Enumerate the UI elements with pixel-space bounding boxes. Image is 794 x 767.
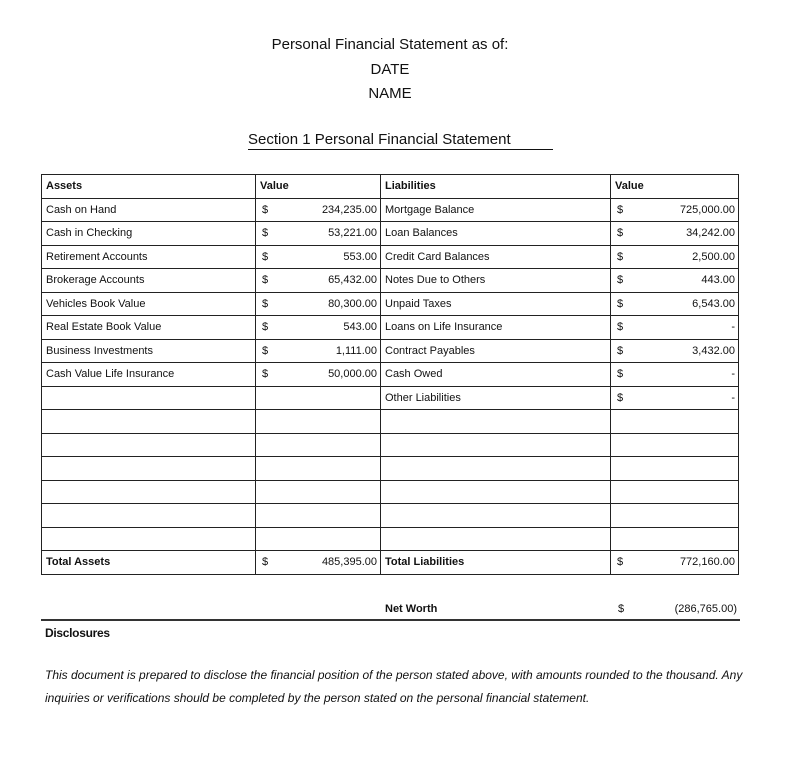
table-row bbox=[42, 433, 739, 457]
statement-title: Personal Financial Statement as of: bbox=[271, 36, 509, 53]
amount: 553.00 bbox=[343, 250, 377, 263]
table-row bbox=[42, 363, 739, 387]
asset-value bbox=[256, 198, 381, 222]
totals-row bbox=[42, 551, 739, 575]
asset-name bbox=[42, 410, 256, 434]
asset-value bbox=[256, 480, 381, 504]
table-row bbox=[42, 527, 739, 551]
currency-symbol: $ bbox=[262, 203, 269, 216]
currency-symbol: $ bbox=[617, 368, 624, 381]
asset-value bbox=[256, 457, 381, 481]
amount: 65,432.00 bbox=[328, 274, 377, 287]
statement-name: NAME bbox=[368, 85, 412, 102]
liability-name bbox=[381, 480, 611, 504]
liability-value bbox=[611, 222, 739, 246]
financial-table bbox=[41, 174, 739, 575]
asset-name bbox=[42, 457, 256, 481]
amount: - bbox=[731, 368, 735, 381]
table-row bbox=[42, 339, 739, 363]
liability-name: Contract Payables bbox=[381, 339, 611, 363]
asset-name: Real Estate Book Value bbox=[42, 316, 256, 340]
liability-value bbox=[611, 410, 739, 434]
column-header-liabilities: Liabilities bbox=[381, 175, 611, 199]
liability-value bbox=[611, 457, 739, 481]
asset-value bbox=[256, 269, 381, 293]
currency-symbol: $ bbox=[617, 274, 624, 287]
asset-name: Brokerage Accounts bbox=[42, 269, 256, 293]
asset-name bbox=[42, 480, 256, 504]
amount: 443.00 bbox=[701, 274, 735, 287]
amount: 50,000.00 bbox=[328, 368, 377, 381]
table-row bbox=[42, 480, 739, 504]
table-row bbox=[42, 457, 739, 481]
liability-name: Notes Due to Others bbox=[381, 269, 611, 293]
asset-name: Cash on Hand bbox=[42, 198, 256, 222]
table-row bbox=[42, 245, 739, 269]
liability-name: Mortgage Balance bbox=[381, 198, 611, 222]
amount: 6,543.00 bbox=[692, 297, 735, 310]
asset-value bbox=[256, 504, 381, 528]
asset-name bbox=[42, 386, 256, 410]
liability-value bbox=[611, 386, 739, 410]
asset-value bbox=[256, 316, 381, 340]
currency-symbol: $ bbox=[617, 344, 624, 357]
disclosures-heading: Disclosures bbox=[45, 626, 110, 640]
currency-symbol: $ bbox=[262, 274, 269, 287]
liability-value bbox=[611, 292, 739, 316]
liability-value bbox=[611, 480, 739, 504]
liability-name: Cash Owed bbox=[381, 363, 611, 387]
total-liabilities-label: Total Liabilities bbox=[381, 551, 611, 575]
currency-symbol: $ bbox=[617, 250, 624, 263]
currency-symbol: $ bbox=[617, 321, 624, 334]
liability-value bbox=[611, 433, 739, 457]
table-row bbox=[42, 198, 739, 222]
table-row bbox=[42, 292, 739, 316]
amount: 2,500.00 bbox=[692, 250, 735, 263]
asset-value bbox=[256, 245, 381, 269]
liability-value bbox=[611, 504, 739, 528]
amount: 772,160.00 bbox=[679, 556, 735, 569]
currency-symbol: $ bbox=[617, 391, 624, 404]
currency-symbol: $ bbox=[262, 368, 269, 381]
currency-symbol: $ bbox=[262, 250, 269, 263]
liability-name bbox=[381, 433, 611, 457]
table-row bbox=[42, 222, 739, 246]
asset-value bbox=[256, 410, 381, 434]
table-row bbox=[42, 504, 739, 528]
table-row bbox=[42, 269, 739, 293]
liability-value bbox=[611, 269, 739, 293]
liability-name: Other Liabilities bbox=[381, 386, 611, 410]
liability-name bbox=[381, 527, 611, 551]
net-worth-row bbox=[41, 603, 740, 621]
table-header-row bbox=[42, 175, 739, 199]
liability-name bbox=[381, 504, 611, 528]
currency-symbol: $ bbox=[617, 297, 624, 310]
asset-name bbox=[42, 504, 256, 528]
liability-value bbox=[611, 339, 739, 363]
disclosures-text: This document is prepared to disclose the financial position of the person stated above, with amounts rounded to the thousand. Any inquiries or verifications should be completed by the person stated on the personal financial statement. bbox=[45, 668, 743, 705]
currency-symbol: $ bbox=[617, 556, 624, 569]
statement-date: DATE bbox=[370, 61, 410, 78]
amount: - bbox=[731, 321, 735, 334]
asset-value bbox=[256, 386, 381, 410]
currency-symbol: $ bbox=[262, 297, 269, 310]
currency-symbol: $ bbox=[617, 203, 624, 216]
liability-name bbox=[381, 457, 611, 481]
column-header-liability-value: Value bbox=[611, 175, 739, 199]
column-header-assets: Assets bbox=[42, 175, 256, 199]
asset-name: Cash Value Life Insurance bbox=[42, 363, 256, 387]
liability-name: Unpaid Taxes bbox=[381, 292, 611, 316]
total-liabilities-value bbox=[611, 551, 739, 575]
amount: 485,395.00 bbox=[321, 556, 377, 569]
amount: 1,111.00 bbox=[335, 344, 377, 357]
asset-value bbox=[256, 527, 381, 551]
amount: - bbox=[731, 391, 735, 404]
liability-value bbox=[611, 527, 739, 551]
amount: 80,300.00 bbox=[328, 297, 377, 310]
asset-value bbox=[256, 363, 381, 387]
total-assets-value bbox=[256, 551, 381, 575]
asset-name bbox=[42, 433, 256, 457]
net-worth-label: Net Worth bbox=[385, 603, 438, 615]
asset-value bbox=[256, 433, 381, 457]
asset-name: Business Investments bbox=[42, 339, 256, 363]
asset-value bbox=[256, 292, 381, 316]
asset-name: Vehicles Book Value bbox=[42, 292, 256, 316]
total-assets-label: Total Assets bbox=[42, 551, 256, 575]
liability-name bbox=[381, 410, 611, 434]
column-header-asset-value: Value bbox=[256, 175, 381, 199]
liability-value bbox=[611, 198, 739, 222]
asset-value bbox=[256, 222, 381, 246]
liability-name: Loan Balances bbox=[381, 222, 611, 246]
liability-value bbox=[611, 316, 739, 340]
table-row bbox=[42, 386, 739, 410]
asset-value bbox=[256, 339, 381, 363]
asset-name: Retirement Accounts bbox=[42, 245, 256, 269]
table-row bbox=[42, 316, 739, 340]
liability-value bbox=[611, 363, 739, 387]
asset-name bbox=[42, 527, 256, 551]
currency-symbol: $ bbox=[617, 227, 624, 240]
currency-symbol: $ bbox=[262, 556, 269, 569]
currency-symbol: $ bbox=[262, 227, 269, 240]
liability-value bbox=[611, 245, 739, 269]
net-worth-value: (286,765.00) bbox=[674, 603, 737, 615]
amount: 3,432.00 bbox=[692, 344, 735, 357]
currency-symbol: $ bbox=[262, 344, 269, 357]
liability-name: Loans on Life Insurance bbox=[381, 316, 611, 340]
amount: 725,000.00 bbox=[679, 203, 735, 216]
currency-symbol: $ bbox=[262, 321, 269, 334]
amount: 543.00 bbox=[343, 321, 377, 334]
asset-name: Cash in Checking bbox=[42, 222, 256, 246]
liability-name: Credit Card Balances bbox=[381, 245, 611, 269]
net-worth-currency: $ bbox=[618, 603, 625, 615]
amount: 34,242.00 bbox=[686, 227, 735, 240]
amount: 53,221.00 bbox=[328, 227, 377, 240]
amount: 234,235.00 bbox=[321, 203, 377, 216]
section-title: Section 1 Personal Financial Statement bbox=[248, 131, 553, 150]
table-row bbox=[42, 410, 739, 434]
